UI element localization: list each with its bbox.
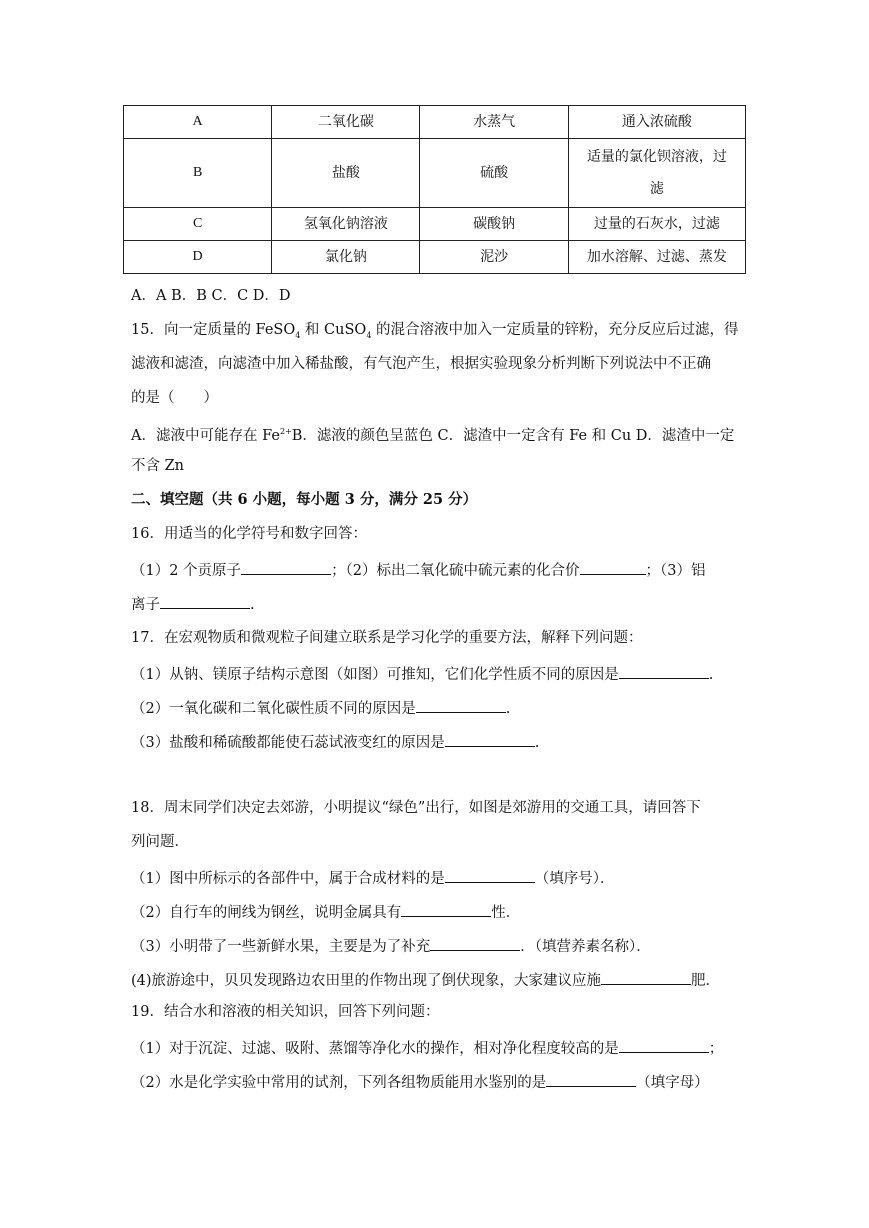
table-cell: 碳酸钠 [420,208,568,241]
q17-line: （1）从钠、镁原子结构示意图（如图）可推知，它们化学性质不同的原因是 . [131,662,713,685]
answer-blank[interactable] [619,1036,709,1053]
table-cell: A [124,106,272,139]
q15-options: A．滤液中可能存在 $Fe^{2+}B$．滤液的颜色呈蓝色 C．滤渣中一定含有 Fe 和 Cu D．滤渣中一定 [131,427,735,444]
q16-line: （1）2 个贡原子 ；（2）标出二氧化硫中硫元素的化合价 ；（3）铝 [131,558,706,581]
q19-line: （1）对于沉淀、过滤、吸附、蒸馏等净化水的操作，相对净化程度较高的是 ； [131,1036,723,1059]
table-cell: 水蒸气 [420,106,568,139]
answer-blank[interactable] [416,696,506,713]
table-row [124,139,746,208]
table-cell: 过量的石灰水，过滤 [568,208,745,241]
answer-blank[interactable] [580,558,646,575]
table-cell: 加水溶解、过滤、蒸发 [568,241,745,274]
answer-blank[interactable] [401,900,491,917]
cell-line: 滤 [649,181,664,197]
table-cell: 氢氧化钠溶液 [272,208,420,241]
table-cell-wrapped [568,139,745,208]
table-row [124,241,746,274]
q16-line: 离子 . [131,592,255,615]
answer-blank[interactable] [445,730,535,747]
answer-blank[interactable] [241,558,331,575]
q18-stem: 18．周末同学们决定去郊游，小明提议“绿色”出行，如图是郊游用的交通工具，请回答下 [131,800,701,816]
table-cell: 硫酸 [420,139,568,208]
table-cell: C [124,208,272,241]
table-cell: 通入浓硫酸 [568,106,745,139]
cell-line: 适量的氯化钡溶液，过 [586,149,727,165]
answer-blank[interactable] [601,968,691,985]
answer-blank[interactable] [160,592,250,609]
answer-blank[interactable] [430,934,520,951]
table-cell: 泥沙 [420,241,568,274]
q17-stem: 17．在宏观物质和微观粒子间建立联系是学习化学的重要方法，解释下列问题： [131,630,643,646]
q15-options-cont: 不含 Zn [131,458,185,474]
q14-options: A．A B．B C．C D．D [131,288,291,304]
q19-stem: 19．结合水和溶液的相关知识，回答下列问题： [131,1004,440,1020]
q17-line: （3）盐酸和稀硫酸都能使石蕊试液变红的原因是 . [131,730,539,753]
table-row [124,106,746,139]
answer-blank[interactable] [445,866,535,883]
table-cell: D [124,241,272,274]
q18-line: (4)旅游途中，贝贝发现路边农田里的作物出现了倒伏现象，大家建议应施 肥． [131,968,720,991]
q17-line: （2）一氧化碳和二氧化碳性质不同的原因是 . [131,696,510,719]
section-heading: 二、填空题（共 6 小题，每小题 3 分，满分 25 分） [131,491,478,508]
q18-line: （2）自行车的闸线为钢丝，说明金属具有 性． [131,900,520,923]
q18-line: （1）图中所标示的各部件中，属于合成材料的是 （填序号）． [131,866,614,889]
q18-stem: 列问题． [131,834,189,850]
table-cell: 二氧化碳 [272,106,420,139]
table-cell: B [124,139,272,208]
q15-stem-line: 15．向一定质量的 FeSO$_4$ 和 CuSO$_4$ 的混合溶液中加入一定质量的锌粉，充分反应后过滤，得 [131,322,739,340]
q15-stem-line: 滤液和滤渣，向滤渣中加入稀盐酸，有气泡产生，根据实验现象分析判断下列说法中不正确 [131,356,711,372]
table-cell: 氯化钠 [272,241,420,274]
table-row [124,208,746,241]
answer-blank[interactable] [546,1070,636,1087]
answer-blank[interactable] [619,662,709,679]
q18-line: （3）小明带了一些新鲜水果，主要是为了补充 ．（填营养素名称）． [131,934,651,957]
options-table [123,105,746,274]
q15-stem-line: 的是（ ） [131,390,218,406]
q16-stem: 16．用适当的化学符号和数字回答： [131,526,367,542]
table-cell: 盐酸 [272,139,420,208]
q19-line: （2）水是化学实验中常用的试剂，下列各组物质能用水鉴别的是 （填字母） [131,1070,709,1093]
